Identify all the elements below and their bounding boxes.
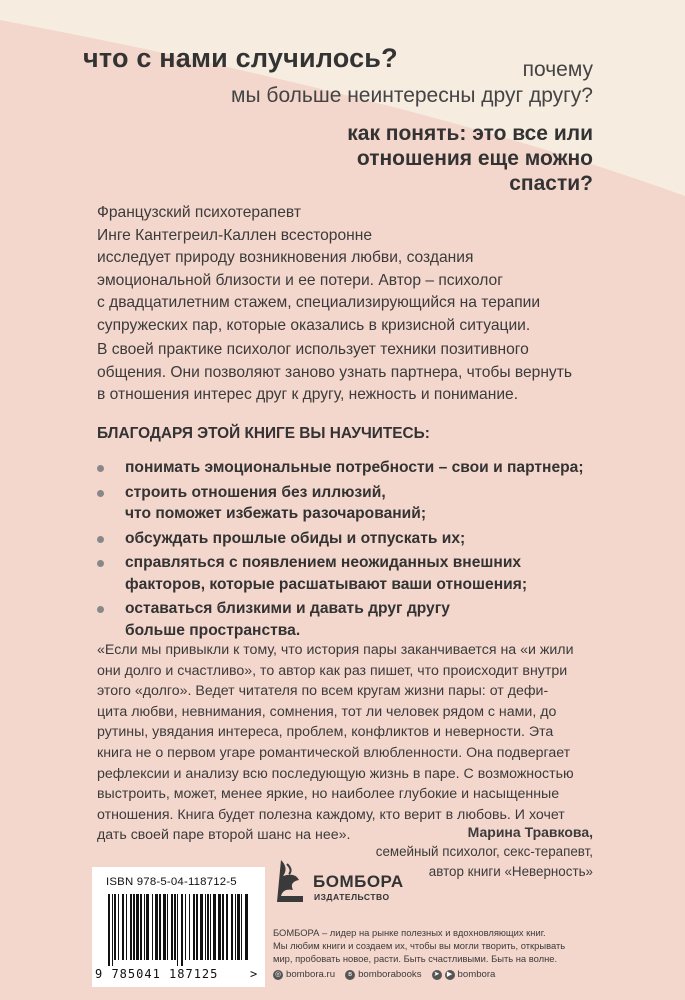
youtube-icon: ▶ xyxy=(445,970,455,980)
social-telegram[interactable]: ➤ ▶ bombora xyxy=(432,969,496,980)
bullet-dot-icon xyxy=(97,536,104,543)
quote-author-role: семейный психолог, секс-терапевт, xyxy=(375,844,593,859)
quote-author-book: автор книги «Неверность» xyxy=(428,864,593,879)
learn-list xyxy=(97,457,584,644)
logo-subtitle: ИЗДАТЕЛЬСТВО xyxy=(314,892,390,902)
social-vk[interactable]: в bomborabooks xyxy=(345,969,421,980)
bullet-dot-icon xyxy=(97,560,104,567)
sub-question: как понять: это все или отношения еще можно спасти? xyxy=(347,122,593,195)
logo-name: БОМБОРА xyxy=(313,872,404,891)
intro-paragraph-2: В своей практике психолог использует техники позитивного общения. Они позволяют заново узнать партнера, чтобы вернуть в отношения интерес друг к другу, нежность и понимание. xyxy=(97,341,572,403)
learn-title: БЛАГОДАРЯ ЭТОЙ КНИГЕ ВЫ НАУЧИТЕСЬ: xyxy=(97,425,430,442)
quote-author: Марина Травкова, xyxy=(467,824,593,840)
publisher-logo xyxy=(273,858,413,926)
telegram-icon: ➤ xyxy=(432,970,442,980)
heading-line2: мы больше неинтересны друг другу? xyxy=(231,84,593,107)
heading-line1-tail: почему xyxy=(522,58,593,81)
vk-icon: в xyxy=(345,970,355,980)
list-item: оставаться близкими и давать друг другу больше пространства. xyxy=(97,598,584,641)
intro-paragraph-1: Французский психотерапевт Инге Кантегреил-Каллен всесторонне исследует природу возникновения любви, создания эмоциональной близости и ее потери. Автор – психолог с двадцатилетним стажем, специализирующийся на терапии супружеских пар, которые оказались в кризисной ситуации. xyxy=(97,204,541,334)
isbn-barcode xyxy=(92,867,265,987)
list-item: обсуждать прошлые обиды и отпускать их; xyxy=(97,528,584,550)
list-item: строить отношения без иллюзий, что поможет избежать разочарований; xyxy=(97,482,584,525)
social-site[interactable]: ◎ bombora.ru xyxy=(274,969,336,980)
main-heading: что с нами случилось? xyxy=(83,43,398,73)
barcode-bars xyxy=(106,894,254,966)
publisher-social xyxy=(273,969,495,980)
barcode-digits: 9 785041 187125 xyxy=(95,967,219,981)
bullet-dot-icon xyxy=(97,465,104,472)
list-item: понимать эмоциональные потребности – свои и партнера; xyxy=(97,457,584,479)
review-quote: «Если мы привыкли к тому, что история пары заканчивается на «и жили они долго и счастливо», то автор как раз пишет, что происходит внутри этого «долго». Ведет читателя по всем кругам жизни пары: от дефи- цита любви, невнимания, сомнения, тот ли человек рядом с нами, до рутины, увядания интереса, проблем, конфликтов и неверности. Эта книга не о первом угаре романтической влюбленности. Она подвергает рефлексии и анализу всю последующую жизнь в паре. С возможностью выстроить, может, менее яркие, но наиболее глубокие и насыщенные отношения. Книга будет полезна каждому, кто верит в любовь. И хочет дать своей паре второй шанс на нее». xyxy=(97,642,574,844)
bombora-wave-icon xyxy=(273,858,311,908)
publisher-blurb: БОМБОРА – лидер на рынке полезных и вдохновляющих книг. Мы любим книги и создаем их, чтобы вы могли творить, открывать мир, пробовать новое, расти. Быть счастливыми. Быть на волне. xyxy=(273,927,566,964)
globe-icon: ◎ xyxy=(274,970,282,978)
list-item: справляться с появлением неожиданных внешних факторов, которые расшатывают ваши отношения; xyxy=(97,552,584,595)
barcode-arrow: > xyxy=(250,967,259,981)
bullet-dot-icon xyxy=(97,490,104,497)
isbn-number: ISBN 978-5-04-118712-5 xyxy=(106,876,237,888)
bullet-dot-icon xyxy=(97,606,104,613)
